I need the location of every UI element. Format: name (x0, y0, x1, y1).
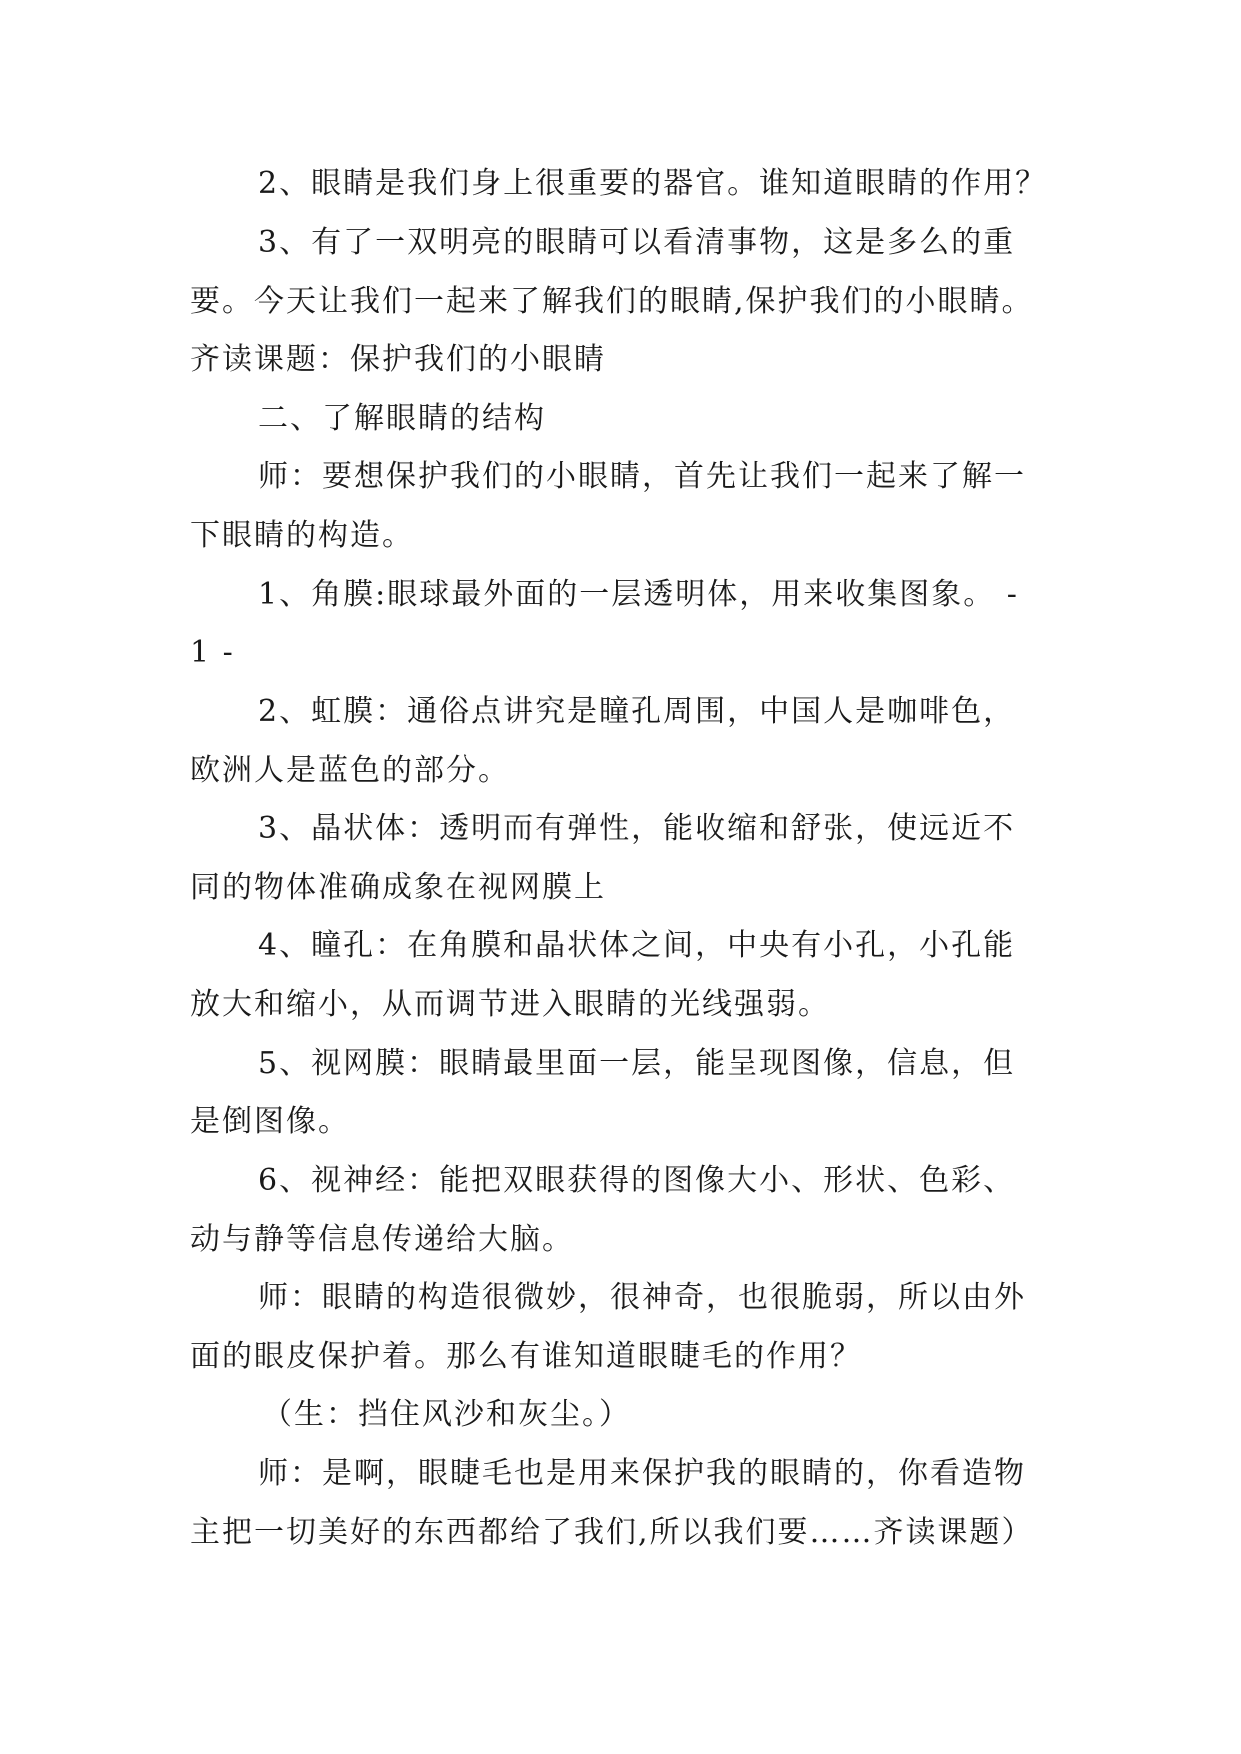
paragraph-line: 欧洲人是蓝色的部分。 (190, 753, 510, 788)
paragraph-line: 3、晶状体：透明而有弹性，能收缩和舒张，使远近不 (258, 811, 1016, 846)
section-heading: 二、了解眼睛的结构 (258, 401, 546, 436)
paragraph-line: 师：是啊，眼睫毛也是用来保护我的眼睛的，你看造物 (258, 1456, 1026, 1491)
paragraph-line: 是倒图像。 (190, 1104, 350, 1139)
paragraph-line: 师：要想保护我们的小眼睛，首先让我们一起来了解一 (258, 459, 1026, 494)
paragraph-line: 5、视网膜：眼睛最里面一层，能呈现图像，信息，但 (258, 1046, 1016, 1081)
paragraph-line: 齐读课题：保护我们的小眼睛 (190, 342, 606, 377)
paragraph-line: 4、瞳孔：在角膜和晶状体之间，中央有小孔，小孔能 (258, 928, 1016, 963)
paragraph-line: 下眼睛的构造。 (190, 518, 414, 553)
paragraph-line: 同的物体准确成象在视网膜上 (190, 870, 606, 905)
paragraph-line: 面的眼皮保护着。那么有谁知道眼睫毛的作用？ (190, 1339, 862, 1374)
page-number: 1 - (190, 635, 235, 670)
paragraph-line: 1、角膜:眼球最外面的一层透明体，用来收集图象。 - (258, 577, 1019, 612)
paragraph-line: 3、有了一双明亮的眼睛可以看清事物，这是多么的重 (258, 225, 1016, 260)
paragraph-line: （生：挡住风沙和灰尘。） (262, 1397, 631, 1432)
paragraph-line: 2、眼睛是我们身上很重要的器官。谁知道眼睛的作用？ (258, 166, 1048, 201)
paragraph-line: 放大和缩小，从而调节进入眼睛的光线强弱。 (190, 987, 830, 1022)
paragraph-line: 师：眼睛的构造很微妙，很神奇，也很脆弱，所以由外 (258, 1280, 1026, 1315)
paragraph-line: 2、虹膜：通俗点讲究是瞳孔周围，中国人是咖啡色， (258, 694, 1016, 729)
paragraph-line: 6、视神经：能把双眼获得的图像大小、形状、色彩、 (258, 1163, 1016, 1198)
paragraph-line: 要。今天让我们一起来了解我们的眼睛,保护我们的小眼睛。 (190, 284, 1034, 319)
paragraph-line: 动与静等信息传递给大脑。 (190, 1222, 574, 1257)
paragraph-line: 主把一切美好的东西都给了我们,所以我们要……齐读课题） (190, 1515, 1034, 1550)
